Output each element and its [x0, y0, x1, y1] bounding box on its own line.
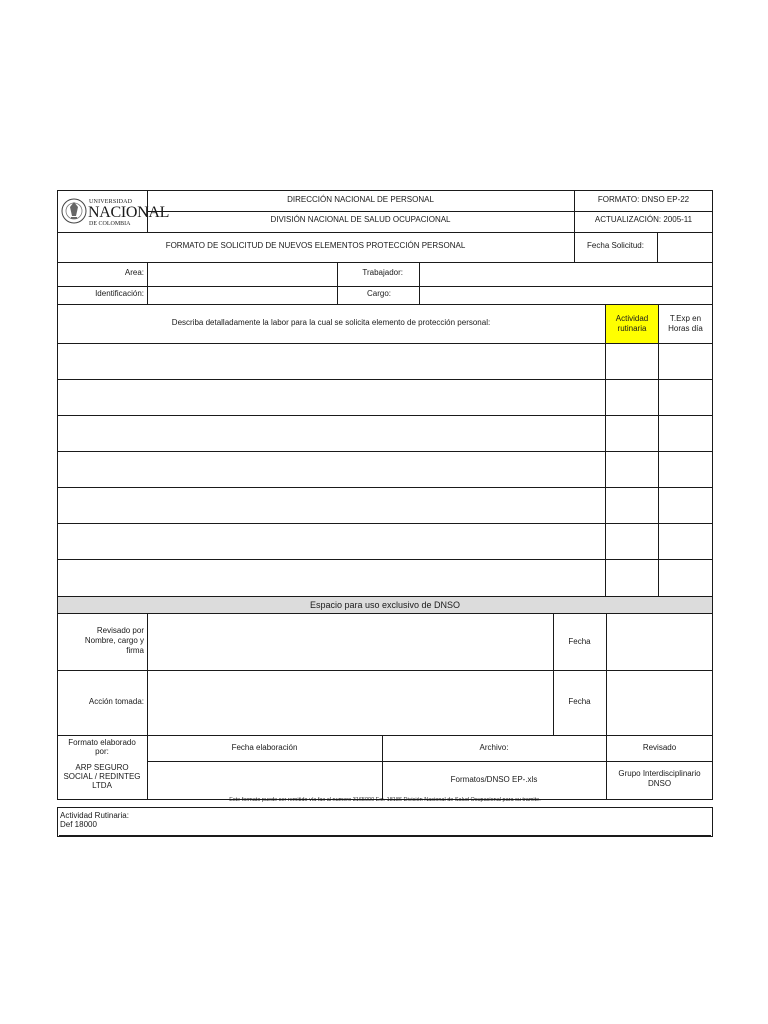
texp-line2: Horas día — [668, 324, 703, 333]
cargo-label: Cargo: — [366, 289, 391, 298]
def-label: Def 18000 — [60, 820, 97, 829]
cargo-field[interactable] — [420, 287, 712, 303]
fecha-revision-field[interactable] — [607, 614, 712, 669]
fecha-revision-label: Fecha — [568, 637, 591, 646]
espacio-label: Espacio para uso exclusivo de DNSO — [309, 600, 461, 610]
grupo-line1: Grupo Interdisciplinario — [618, 769, 701, 778]
fax-note: Este formato puede ser remitido vía fax al numero 3165000 Ext. 18186 División Nacional de Salud Ocupacional para su tramite. — [229, 797, 541, 803]
labor-row-6[interactable] — [58, 524, 605, 559]
revisado-field[interactable] — [148, 614, 552, 669]
labor-row-5[interactable] — [58, 488, 605, 523]
grupo-line2: DNSO — [647, 779, 672, 788]
trabajador-field[interactable] — [420, 263, 712, 285]
arp-line1: ARP SEGURO — [75, 763, 129, 772]
ppe-request-form — [57, 190, 713, 800]
fecha-solicitud-field[interactable] — [658, 233, 712, 261]
logo-line2: NACIONAL — [88, 204, 170, 221]
labor-row-2[interactable] — [58, 380, 605, 415]
actividad-rutinaria-label: Actividad Rutinaria: — [60, 811, 129, 820]
format-code: FORMATO: DNSO EP-22 — [597, 195, 690, 204]
arp-line3: LTDA — [92, 781, 112, 790]
form-title: FORMATO DE SOLICITUD DE NUEVOS ELEMENTOS PROTECCIÓN PERSONAL — [165, 241, 466, 250]
formato-elaborado-line2: por: — [95, 747, 109, 756]
accion-field[interactable] — [148, 671, 552, 734]
labor-row-1[interactable] — [58, 344, 605, 379]
revisado-line2: Nombre, cargo y — [84, 636, 144, 645]
trabajador-label: Trabajador: — [362, 268, 403, 277]
actividad-line1: Actividad — [615, 314, 649, 323]
identificacion-field[interactable] — [148, 287, 336, 303]
describa-label: Describa detalladamente la labor para la cual se solicita elemento de protección personal: — [171, 318, 491, 327]
area-label: Area: — [124, 268, 144, 277]
accion-label: Acción tomada: — [88, 697, 144, 706]
fecha-elaboracion-label: Fecha elaboración — [231, 743, 298, 752]
division-title: DIVISIÓN NACIONAL DE SALUD OCUPACIONAL — [270, 215, 451, 224]
area-field[interactable] — [148, 263, 336, 285]
labor-row-3[interactable] — [58, 416, 605, 451]
update-date: ACTUALIZACIÓN: 2005-11 — [594, 215, 693, 224]
actividad-line2: rutinaria — [617, 324, 647, 333]
labor-row-4[interactable] — [58, 452, 605, 487]
logo-line1: UNIVERSIDAD — [89, 199, 133, 205]
direction-title: DIRECCIÓN NACIONAL DE PERSONAL — [287, 195, 434, 204]
formato-elaborado-line1: Formato elaborado — [68, 738, 136, 747]
university-seal-icon — [60, 192, 88, 230]
identificacion-label: Identificación: — [95, 289, 144, 298]
archivo-label: Archivo: — [479, 743, 509, 752]
fecha-accion-field[interactable] — [607, 671, 712, 734]
university-logo — [59, 191, 170, 231]
texp-line1: T.Exp en — [669, 314, 702, 323]
revisado-short-label: Revisado — [642, 743, 677, 752]
revisado-line1: Revisado por — [96, 626, 144, 635]
labor-row-7[interactable] — [58, 560, 605, 596]
arp-line2: SOCIAL / REDINTEG — [63, 772, 141, 781]
fecha-elaboracion-field[interactable] — [148, 762, 381, 799]
actividad-rutinaria-box — [57, 807, 713, 837]
revisado-line3: firma — [126, 646, 144, 655]
formatos-file: Formatos/DNSO EP-.xls — [450, 775, 538, 784]
fecha-accion-label: Fecha — [568, 697, 591, 706]
fecha-solicitud-label: Fecha Solicitud: — [587, 241, 644, 250]
logo-line3: DE COLOMBIA — [89, 221, 131, 227]
